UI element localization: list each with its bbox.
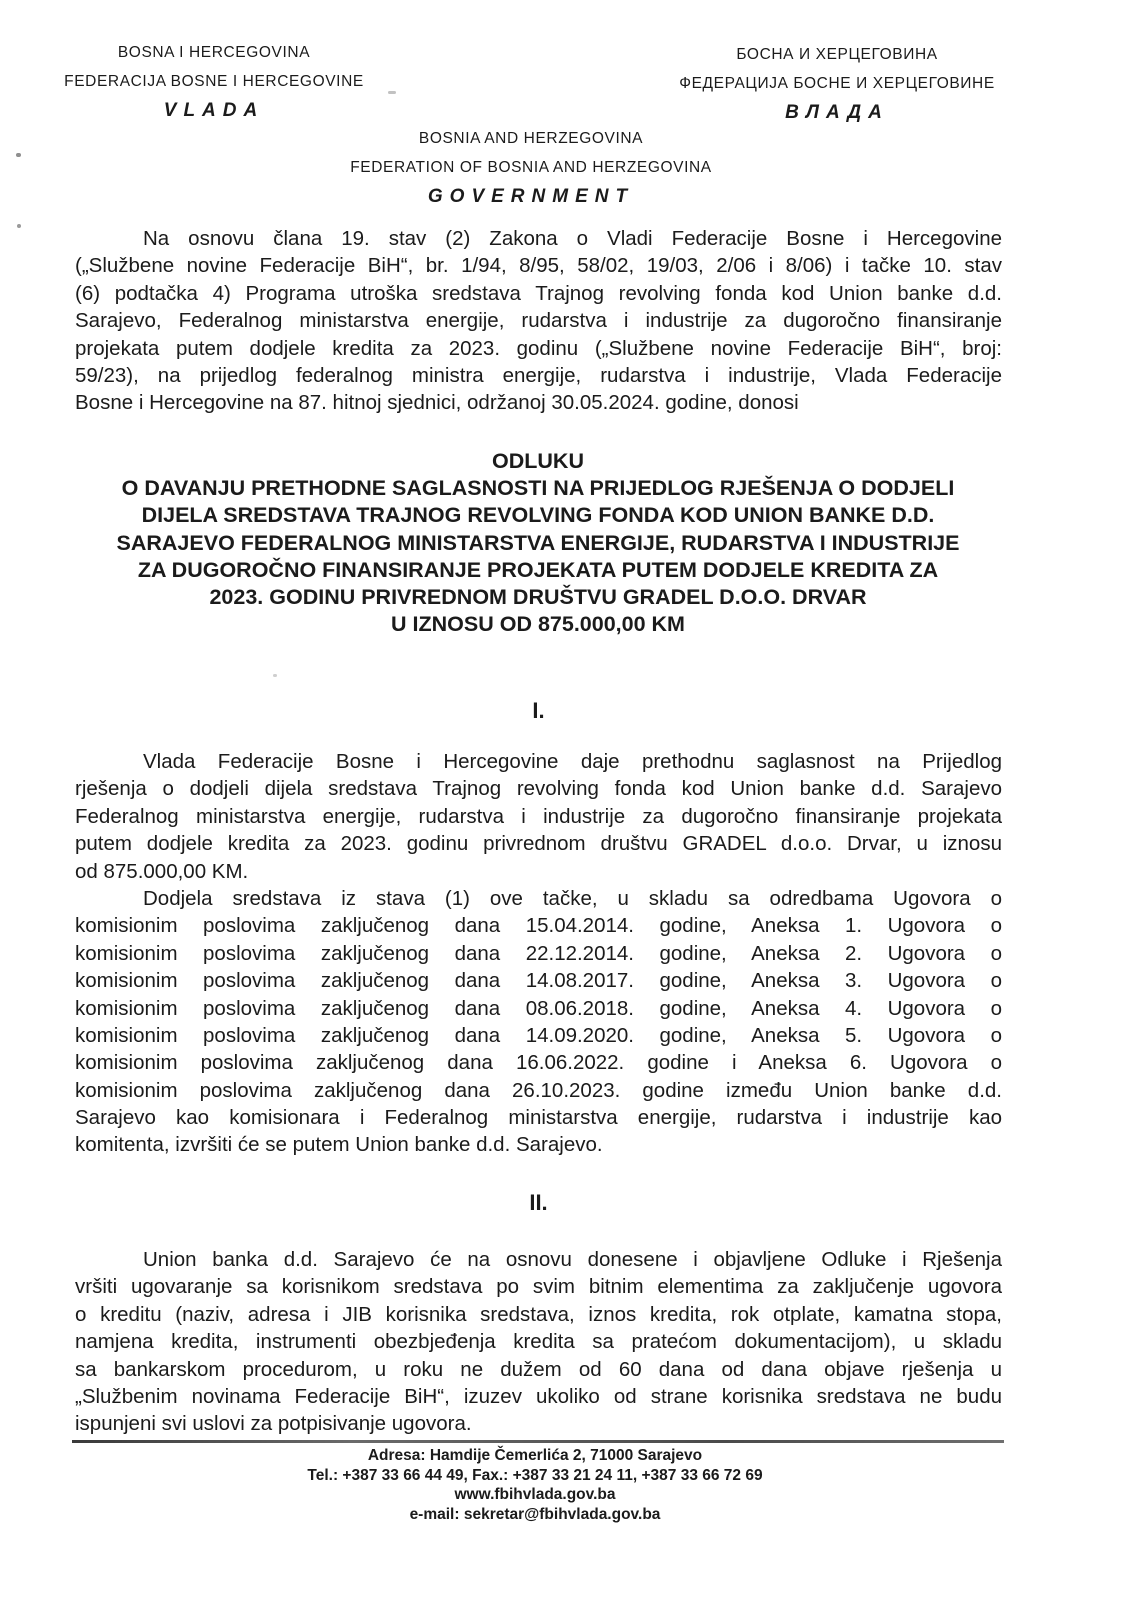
text-line: namjena kredita, instrumenti obezbjeđenja kredita sa pratećom dokumentacijom), u skladu bbox=[75, 1330, 1002, 1354]
footer-website: www.fbihvlada.gov.ba bbox=[454, 1486, 616, 1503]
text-line: „Službenim novinama Federacije BiH“, izuzev ukoliko od strane korisnika sredstava ne budu bbox=[75, 1384, 1002, 1408]
text-line: SARAJEVO FEDERALNOG MINISTARSTVA ENERGIJE, RUDARSTVA I INDUSTRIJE bbox=[116, 530, 960, 555]
letterhead-latin-country: BOSNA I HERCEGOVINA bbox=[117, 44, 311, 61]
letterhead-english-country: BOSNIA AND HERZEGOVINA bbox=[418, 130, 644, 147]
text-line: O DAVANJU PRETHODNE SAGLASNOSTI NA PRIJEDLOG RJEŠENJA O DODJELI bbox=[121, 476, 955, 501]
text-line: (6) podtačka 4) Programa utroška sredstava Trajnog revolving fonda kod Union banke d.d. bbox=[75, 281, 1002, 305]
text-line: Bosne i Hercegovine na 87. hitnoj sjednici, održanoj 30.05.2024. godine, donosi bbox=[75, 391, 799, 415]
section-2-paragraph-1 bbox=[75, 1246, 1002, 1438]
text-line: ispunjeni svi uslovi za potpisivanje ugovora. bbox=[75, 1412, 472, 1436]
section-2-heading: II. bbox=[529, 1190, 548, 1215]
text-line: Union banka d.d. Sarajevo će na osnovu donesene i objavljene Odluke i Rješenja bbox=[143, 1248, 1002, 1271]
text-line: 2023. GODINU PRIVREDNOM DRUŠTVU GRADEL D.O.O. DRVAR bbox=[209, 584, 867, 609]
preamble-paragraph bbox=[75, 225, 1002, 417]
letterhead-english bbox=[0, 124, 1062, 212]
text-line: putem dodjele kredita za 2023. godinu privrednom društvu GRADEL d.o.o. Drvar, u iznosu bbox=[75, 832, 1002, 856]
text-line: komisionim poslovima zaključenog dana 14.08.2017. godine, Aneksa 3. Ugovora o bbox=[75, 969, 1002, 993]
letterhead-cyrillic-federation: ФЕДЕРАЦИЈА БОСНЕ И ХЕРЦЕГОВИНЕ bbox=[679, 75, 995, 92]
footer-phone-fax: Tel.: +387 33 66 44 49, Fax.: +387 33 21 24 11, +387 33 66 72 69 bbox=[307, 1466, 763, 1484]
text-line: ZA DUGOROČNO FINANSIRANJE PROJEKATA PUTEM DODJELE KREDITA ZA bbox=[137, 557, 939, 582]
text-line: Vlada Federacije Bosne i Hercegovine daje prethodnu saglasnost na Prijedlog bbox=[143, 750, 1002, 773]
letterhead-latin-government: VLADA bbox=[163, 100, 265, 121]
letterhead-cyrillic-country: БОСНА И ХЕРЦЕГОВИНА bbox=[736, 46, 938, 63]
scan-speck bbox=[16, 153, 21, 157]
text-line: komisionim poslovima zaključenog dana 15.04.2014. godine, Aneksa 1. Ugovora o bbox=[75, 914, 1002, 938]
text-line: od 875.000,00 KM. bbox=[75, 859, 249, 883]
decision-title bbox=[68, 448, 1008, 638]
scan-speck bbox=[273, 674, 277, 677]
letterhead-english-federation: FEDERATION OF BOSNIA AND HERZEGOVINA bbox=[350, 159, 712, 176]
text-line: Dodjela sredstava iz stava (1) ove tačke, u skladu sa odredbama Ugovora o bbox=[143, 886, 1002, 910]
letterhead-latin-federation: FEDERACIJA BOSNE I HERCEGOVINE bbox=[64, 73, 364, 90]
text-line: 59/23), na prijedlog federalnog ministra energije, rudarstva i industrije, Vlada Federacije bbox=[75, 363, 1002, 387]
section-1-heading: I. bbox=[532, 698, 545, 723]
text-line: U IZNOSU OD 875.000,00 KM bbox=[391, 612, 685, 637]
text-line: komisionim poslovima zaključenog dana 26.10.2023. godine između Union banke d.d. bbox=[75, 1078, 1002, 1102]
text-line: komisionim poslovima zaključenog dana 08.06.2018. godine, Aneksa 4. Ugovora o bbox=[75, 996, 1002, 1020]
letterhead-latin bbox=[58, 38, 370, 126]
footer-contact-block bbox=[0, 1446, 1070, 1524]
text-line: rješenja o dodjeli dijela sredstava Trajnog revolving fonda kod Union banke d.d. Sarajevo bbox=[75, 777, 1002, 801]
text-line: Sarajevo kao komisionara i Federalnog ministarstva energije, rudarstva i industrije kao bbox=[75, 1106, 1002, 1130]
footer-address: Adresa: Hamdije Čemerlića 2, 71000 Sarajevo bbox=[367, 1447, 703, 1464]
letterhead-cyrillic-government: ВЛАДА bbox=[785, 102, 889, 123]
scan-speck bbox=[17, 224, 21, 228]
text-line: komisionim poslovima zaključenog dana 14.09.2020. godine, Aneksa 5. Ugovora o bbox=[75, 1023, 1002, 1047]
text-line: komisionim poslovima zaključenog dana 22.12.2014. godine, Aneksa 2. Ugovora o bbox=[75, 941, 1002, 965]
footer-divider bbox=[72, 1440, 1004, 1443]
text-line: o kreditu (naziv, adresa i JIB korisnika sredstava, iznos kredita, rok otplate, kamatna stopa, bbox=[75, 1302, 1002, 1326]
text-line: Sarajevo, Federalnog ministarstva energije, rudarstva i industrije za dugoročno finansiranje bbox=[75, 309, 1002, 333]
section-1-paragraph-1 bbox=[75, 748, 1002, 885]
text-line: ODLUKU bbox=[492, 449, 584, 473]
text-line: Na osnovu člana 19. stav (2) Zakona o Vladi Federacije Bosne i Hercegovine bbox=[143, 227, 1002, 250]
text-line: projekata putem dodjele kredita za 2023. godinu („Službene novine Federacije BiH“, broj: bbox=[75, 336, 1002, 360]
section-1-body bbox=[75, 748, 1002, 1159]
text-line: komisionim poslovima zaključenog dana 16.06.2022. godine i Aneksa 6. Ugovora o bbox=[75, 1051, 1002, 1075]
text-line: sa bankarskom procedurom, u roku ne dužem od 60 dana od dana objave rješenja u bbox=[75, 1357, 1002, 1381]
section-1-paragraph-2 bbox=[75, 885, 1002, 1159]
text-line: komitenta, izvršiti će se putem Union banke d.d. Sarajevo. bbox=[75, 1133, 603, 1157]
scan-speck bbox=[388, 91, 396, 94]
text-line: („Službene novine Federacije BiH“, br. 1/94, 8/95, 58/02, 19/03, 2/06 i 8/06) i tačke 10. stav bbox=[75, 254, 1002, 278]
text-line: DIJELA SREDSTAVA TRAJNOG REVOLVING FONDA KOD UNION BANKE D.D. bbox=[141, 503, 935, 528]
text-line: vršiti ugovaranje sa korisnikom sredstava po svim bitnim elementima za zaključenje ugovora bbox=[75, 1275, 1002, 1299]
footer-email: e-mail: sekretar@fbihvlada.gov.ba bbox=[409, 1505, 661, 1523]
letterhead-english-government: GOVERNMENT bbox=[427, 186, 635, 207]
letterhead-cyrillic bbox=[672, 40, 1002, 128]
section-2-body bbox=[75, 1246, 1002, 1438]
text-line: Federalnog ministarstva energije, rudarstva i industrije za dugoročno finansiranje projekata bbox=[75, 804, 1002, 828]
